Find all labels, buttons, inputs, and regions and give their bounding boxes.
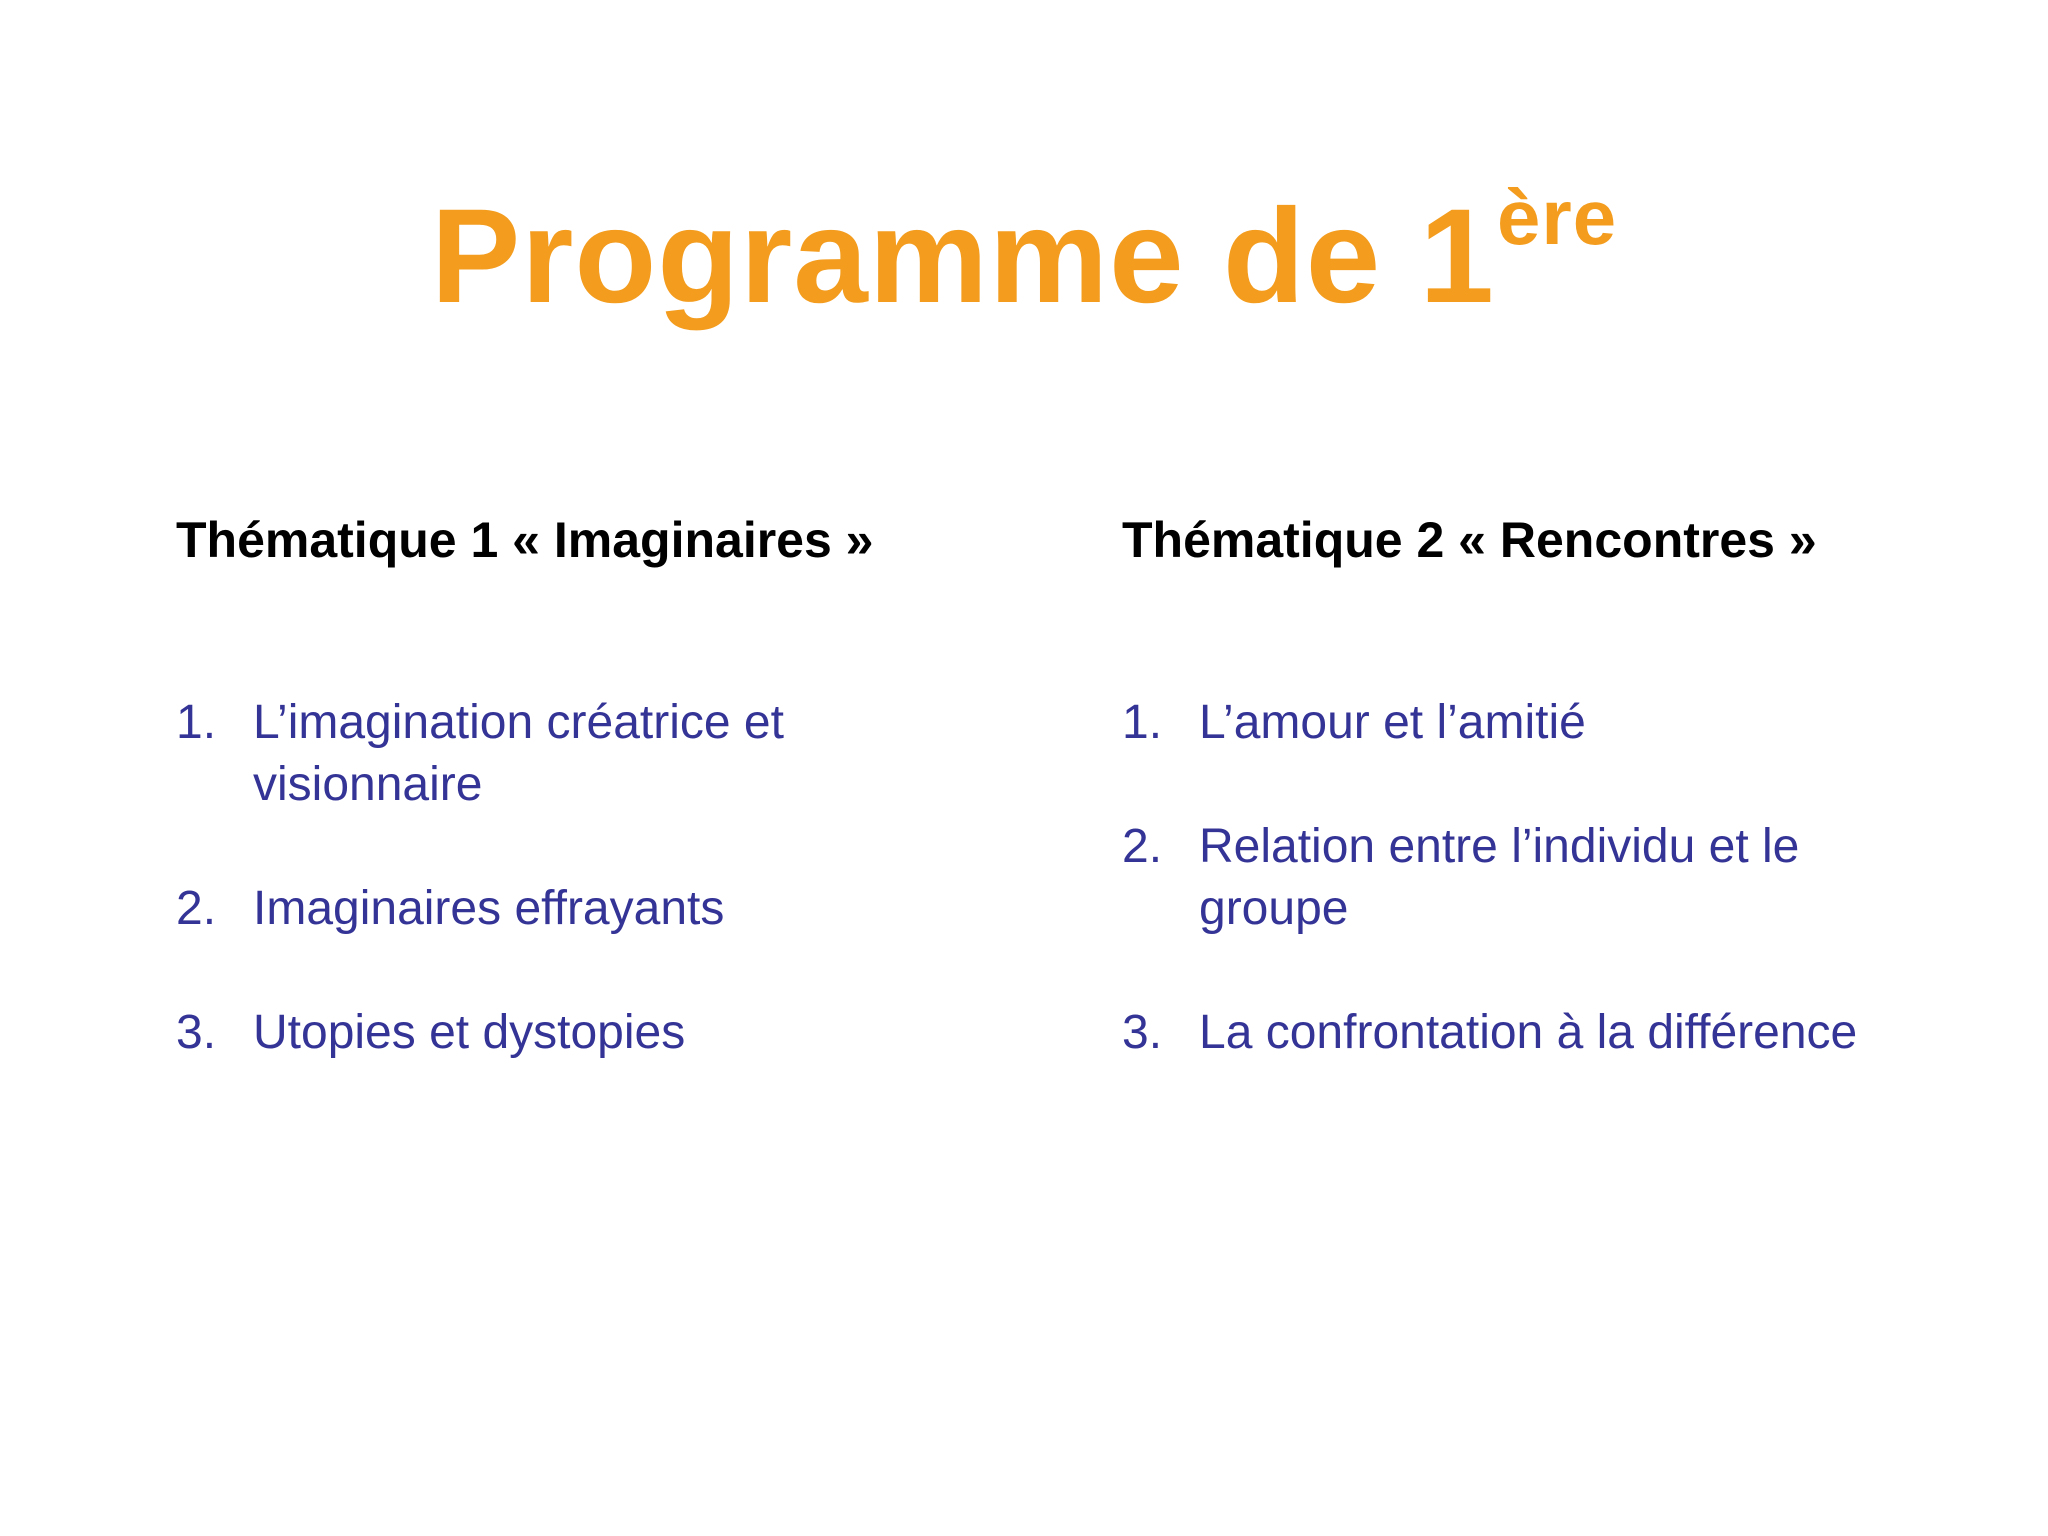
- list-item-text: Utopies et dystopies: [253, 1006, 686, 1059]
- list-item-number: 1.: [176, 696, 217, 749]
- list-item-number: 2.: [176, 882, 217, 935]
- title-superscript: ère: [1496, 172, 1618, 261]
- theme-column-1: [176, 510, 936, 1126]
- list-item: [1122, 692, 1922, 754]
- list-item-number: 1.: [1122, 696, 1163, 749]
- list-item: [176, 692, 936, 816]
- list-item-text: Relation entre l’individu et le groupe: [1199, 820, 1800, 935]
- list-item: [1122, 1002, 1922, 1064]
- list-item: [176, 1002, 936, 1064]
- theme-list-2: [1122, 692, 1922, 1064]
- list-item-text: L’amour et l’amitié: [1199, 696, 1586, 749]
- list-item-number: 2.: [1122, 820, 1163, 873]
- list-item: [176, 878, 936, 940]
- page-title: [0, 172, 2048, 350]
- title-main: Programme de 1: [430, 181, 1495, 331]
- list-item-text: Imaginaires effrayants: [253, 882, 725, 935]
- list-item-text: L’imagination créatrice et visionnaire: [253, 696, 784, 811]
- theme-heading-2: Thématique 2 « Rencontres »: [1122, 512, 1817, 568]
- list-item-text: La confrontation à la différence: [1199, 1006, 1858, 1059]
- theme-heading-1: Thématique 1 « Imaginaires »: [176, 512, 874, 568]
- list-item-number: 3.: [176, 1006, 217, 1059]
- list-item: [1122, 816, 1922, 940]
- theme-list-1: [176, 692, 936, 1064]
- theme-column-2: [1122, 510, 1922, 1126]
- list-item-number: 3.: [1122, 1006, 1163, 1059]
